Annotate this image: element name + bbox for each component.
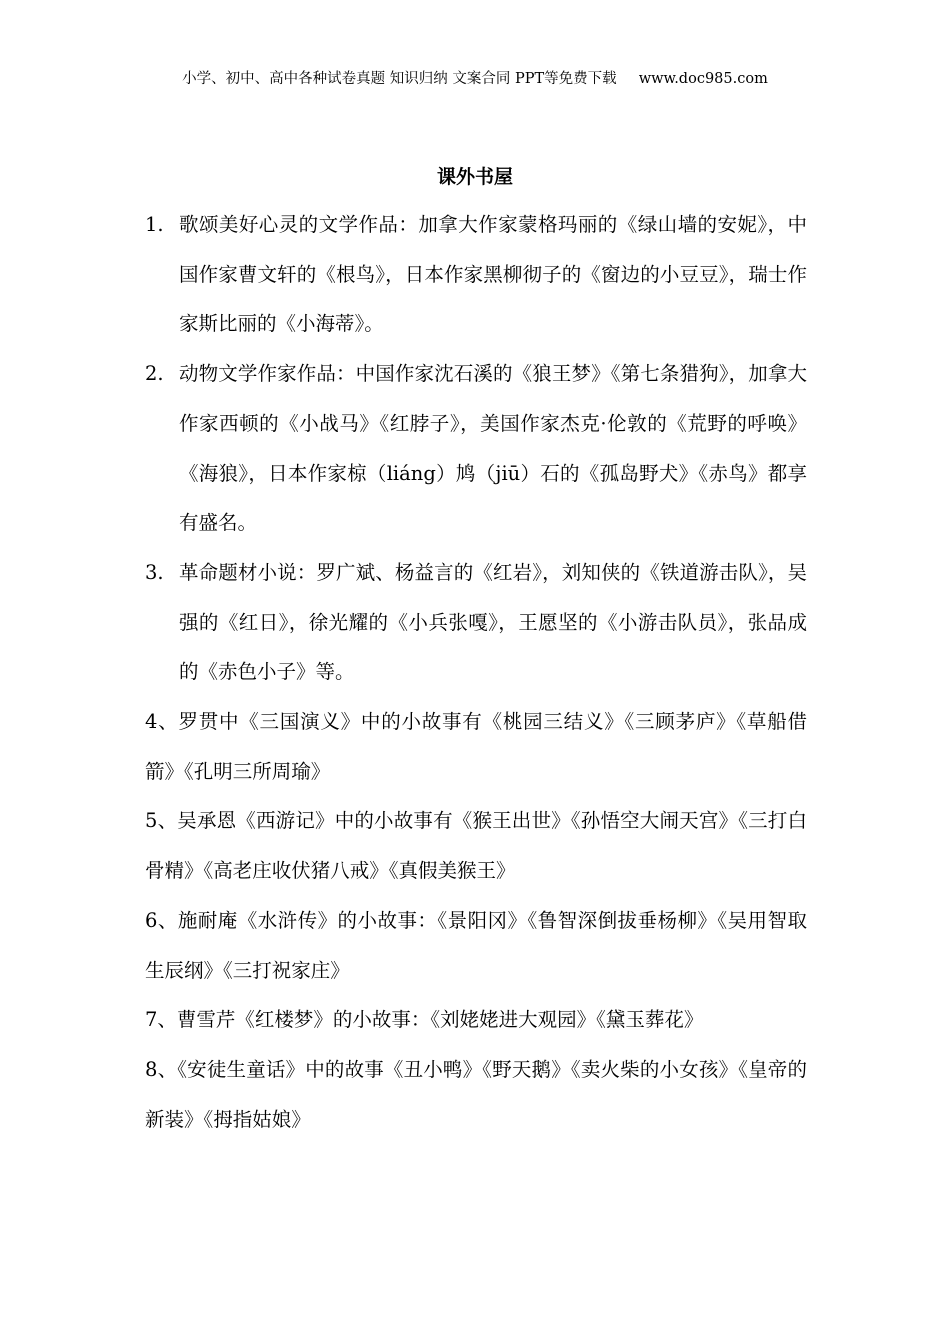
page-header [0,68,950,90]
page-title: 课外书屋 [436,166,513,188]
list-item-3 [145,548,807,697]
list-item-1 [145,200,807,349]
header-url: www.doc985.com [638,71,768,87]
list-item-number: 3. [145,560,164,584]
list-item-number: 1. [145,213,164,236]
list-item-2 [145,349,807,548]
list-item-text: 动物文学作家作品：中国作家沈石溪的《狼王梦》《第七条猎狗》，加拿大作家西顿的《小战马》《红脖子》，美国作家杰克·伦敦的《荒野的呼唤》《海狼》，日本作家椋（liáng）鸠（jiū）石的《孤岛野犬》《赤鸟》都享有盛名。 [179,362,807,535]
header-text: 小学、初中、高中各种试卷真题 知识归纳 文案合同 PPT等免费下载 [182,71,617,87]
list-item-8: 8、《安徒生童话》中的故事《丑小鸭》《野天鹅》《卖火柴的小女孩》《皇帝的新装》《拇指姑娘》 [145,1057,807,1131]
list-item-7: 7、曹雪芹《红楼梦》的小故事：《刘姥姥进大观园》《黛玉葬花》 [145,1008,704,1032]
list-item-text: 革命题材小说：罗广斌、杨益言的《红岩》，刘知侠的《铁道游击队》，吴强的《红日》，徐光耀的《小兵张嘎》，王愿坚的《小游击队员》，张品成的《赤色小子》等。 [179,560,807,684]
list-item-6: 6、施耐庵《水浒传》的小故事：《景阳冈》《鲁智深倒拔垂杨柳》《吴用智取生辰纲》《三打祝家庄》 [145,908,807,982]
list-item-number: 2. [145,362,164,386]
list-item-5: 5、吴承恩《西游记》中的小故事有《猴王出世》《孙悟空大闹天宫》《三打白骨精》《高老庄收伏猪八戒》《真假美猴王》 [145,809,807,883]
list-item-4: 4、罗贯中《三国演义》中的小故事有《桃园三结义》《三顾茅庐》《草船借箭》《孔明三所周瑜》 [145,710,807,783]
document-body [145,200,807,1144]
list-item-text: 歌颂美好心灵的文学作品：加拿大作家蒙格玛丽的《绿山墙的安妮》，中国作家曹文轩的《根鸟》，日本作家黑柳彻子的《窗边的小豆豆》，瑞士作家斯比丽的《小海蒂》。 [179,213,807,336]
